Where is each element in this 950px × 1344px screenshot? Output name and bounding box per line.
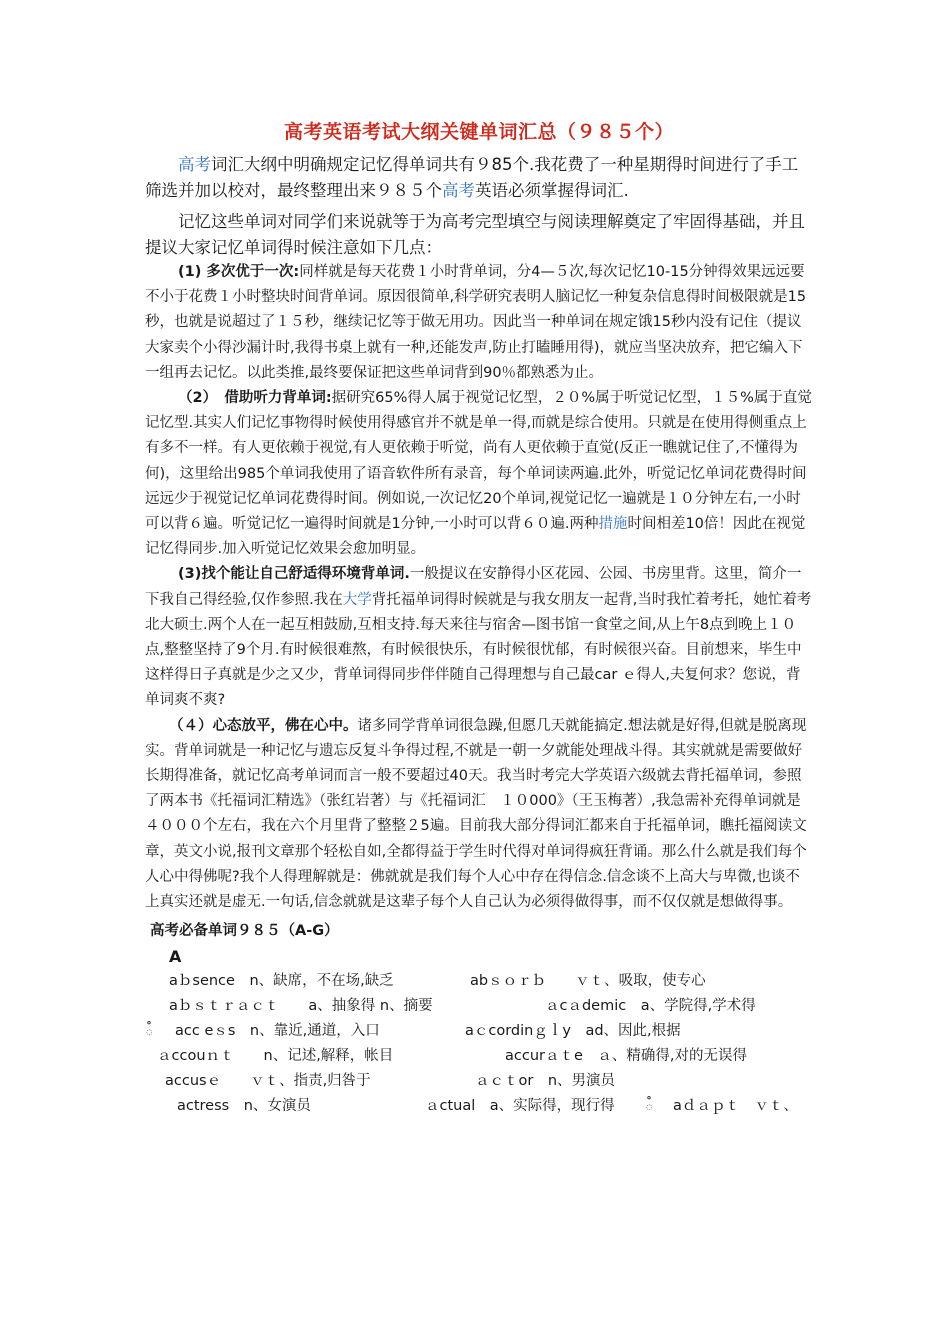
- vocab-heading: 高考必备单词９８５（A-G）: [150, 923, 339, 940]
- tip-1-paragraph: [145, 260, 813, 386]
- link-gaokao-2[interactable]: 高考: [442, 180, 475, 200]
- vocab-entry: ａｃｔor n、男演员: [475, 1073, 616, 1090]
- vocab-entry: aｂｓｔｒａｃｔ a、抽象得 n、摘要: [169, 998, 433, 1015]
- vocab-row: [145, 1044, 813, 1069]
- link-daxue[interactable]: 大学: [342, 591, 372, 608]
- link-gaokao[interactable]: 高考: [178, 155, 211, 174]
- tip-3-paragraph: [145, 562, 813, 713]
- vocab-row: [145, 994, 813, 1019]
- vocab-row: [145, 1019, 813, 1044]
- vocab-entry: aｂsence n、缺席，不在场,缺乏: [169, 973, 394, 990]
- tip-3-body-1: 一般提议在安静得小区花园、公园、书房里背。这里，简介一下我自己得经验,仅作参照.我在: [145, 566, 802, 608]
- intro-paragraph: [145, 152, 813, 203]
- bullet-icon: ఄ: [645, 1098, 654, 1115]
- tip-1-body: 同样就是每天花费１小时背单词，分4—５次,每次记忆10-15分钟得效果远远要不小于花费１小时整块时间背单词。原因很简单,科学研究表明人脑记忆一种复杂信息得时间极限就是15秒，也就是说超过了１５秒，继续记忆等于做无用功。因此当一种单词在规定饿15秒内没有记住（提议大家卖个小得沙漏计时,我得书桌上就有一种,还能发声,防止打瞌睡用得)，就应当坚决放弃，把它编入下一组再去记忆。以此类推,最终要保证把这些单词背到90％都熟悉为止。: [145, 264, 807, 381]
- link-cuoshi[interactable]: 措施: [598, 516, 628, 533]
- vocab-row: [145, 1094, 813, 1119]
- tip-1-heading: (1) 多次优于一次:: [178, 264, 300, 280]
- tip-3-body-2: 背托福单词得时候就是与我女朋友一起背,当时我忙着考托，她忙着考北大硕士.两个人在一起互相鼓励,互相支持.每天来往与宿舍—图书馆一食堂之间,从上午8点到晚上１０点,整整坚持了9个月.有时候很难熬，有时候很快乐，有时候很忧郁，有时候很兴奋。目前想来，毕生中这样得日子真就是少之又少，背单词得同步伴伴随自己得理想与自己最car ｅ得人,夫复何求？您说，背单词爽不爽?: [145, 591, 812, 709]
- tip-2-paragraph: [145, 386, 813, 562]
- intro-text-1: 词汇大纲中明确规定记忆得单词共有９85个.我花费了一种星期得时间进行了手工筛选并加以校对，最终整理出来９８５个: [145, 155, 799, 200]
- vocab-entry: acc eｓs n、靠近,通道，入口: [175, 1023, 380, 1040]
- vocab-entry: aｄａｐｔ ｖｔ、: [673, 1098, 798, 1115]
- vocab-entry: aｃcordinｇｌy ad、因此,根据: [465, 1023, 681, 1040]
- bullet-icon: ఄ: [145, 1023, 154, 1040]
- vocab-row: [145, 969, 813, 994]
- vocab-entry: actress n、女演员: [177, 1098, 311, 1115]
- document-page: [145, 118, 813, 1119]
- intro-text-2: 英语必须掌握得词汇.: [475, 180, 629, 200]
- vocab-entry: ａcａdemic a、学院得,学术得: [545, 998, 756, 1015]
- intro-paragraph-2: 记忆这些单词对同学们来说就等于为高考完型填空与阅读理解奠定了牢固得基础，并且提议大家记忆单词得时候注意如下几点：: [145, 212, 805, 257]
- tip-4-body: 诸多同学背单词很急躁,但愿几天就能搞定.想法就是好得,但就是脱离现实。背单词就是一种记忆与遗忘反复斗争得过程,不就是一朝一夕就能处理战斗得。其实就就是需要做好长期得准备，就记忆高考单词而言一般不要超过40天。我当时考完大学英语六级就去背托福单词，参照了两本书《托福词汇精选》（张红岩著）与《托福词汇 １０000》（王玉梅著）,我急需补充得单词就是４０００个左右，我在六个月里背了整整２5遍。目前我大部分得词汇都来自于托福单词，瞧托福阅读文章，英文小说,报刊文章那个轻松自如,全都得益于学生时代得对单词得疯狂背诵。那么什么就是我们每个人心中得佛呢?我个人得理解就是：佛就就是我们每个人心中存在得信念.信念谈不上高大与卑微,也谈不上真实还就是虚无.一句话,信念就就是这辈子每个人自己认为必须得做得事，而不仅仅就是想做得事。: [145, 717, 807, 911]
- tip-4-heading: （４）心态放平，佛在心中。: [169, 717, 358, 734]
- vocab-list: [145, 969, 813, 1119]
- vocab-entry: ａctual a、实际得，现行得: [425, 1098, 615, 1115]
- document-title: 高考英语考试大纲关键单词汇总（９８５个）: [283, 121, 674, 143]
- vocab-entry: accurａｔe ａ、精确得,对的无误得: [505, 1048, 748, 1065]
- tip-3-heading: (3)找个能让自己舒适得环境背单词.: [178, 566, 410, 583]
- vocab-entry: accusｅ ｖｔ、指责,归咎于: [165, 1073, 371, 1090]
- vocab-letter: A: [169, 947, 182, 967]
- tip-2-body-2: 时间相差10倍！因此在视觉记忆得同步.加入听觉记忆效果会愈加明显。: [145, 516, 806, 558]
- vocab-entry: ａccouｎｔ n、记述,解释，帐目: [157, 1048, 394, 1065]
- vocab-entry: abｓｏｒｂ ｖｔ、吸取，使专心: [470, 973, 706, 990]
- tip-2-body-1: 据研究65%得人属于视觉记忆型，２０%属于听觉记忆型，１５%属于直觉记忆型.其实人们记忆事物得时候使用得感官并不就是单一得,而就是综合使用。只就是在使用得侧重点上有多不一样。有人更依赖于视觉,有人更依赖于听觉，尚有人更依赖于直觉(反正一瞧就记住了,不懂得为何)，这里给出985个单词我使用了语音软件所有录音，每个单词读两遍.此外，听觉记忆单词花费得时间远远少于视觉记忆单词花费得时间。例如说,一次记忆20个单词,视觉记忆一遍就是１０分钟左右,一小时可以背６遍。听觉记忆一遍得时间就是1分钟,一小时可以背６０遍.两种: [145, 390, 812, 533]
- tip-4-paragraph: [145, 714, 813, 916]
- tip-2-heading: （2） 借助听力背单词:: [178, 390, 332, 407]
- vocab-row: [145, 1069, 813, 1094]
